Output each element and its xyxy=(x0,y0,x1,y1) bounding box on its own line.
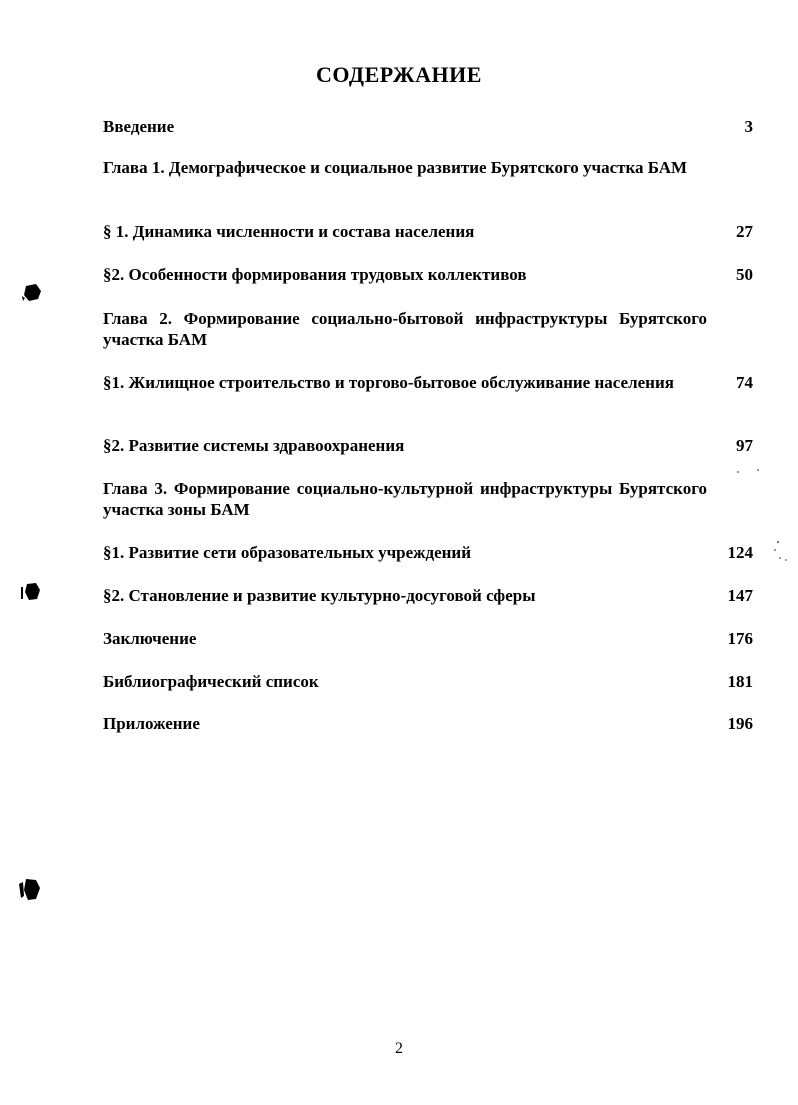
toc-entry-title: §2. Становление и развитие культурно-досуговой сферы xyxy=(103,586,536,605)
toc-entry-conclusion xyxy=(103,628,753,649)
scan-blot-mark xyxy=(18,580,42,604)
toc-entry-title: §2. Развитие системы здравоохранения xyxy=(103,436,405,455)
toc-entry-title: Глава 3. Формирование социально-культурной инфраструктуры Бурятского участка зоны БАМ xyxy=(103,479,707,519)
toc-entry-page: 3 xyxy=(744,117,753,136)
toc-entry-title: Глава 2. Формирование социально-бытовой инфраструктуры Бурятского участка БАМ xyxy=(103,309,707,349)
toc-entry-title: Введение xyxy=(103,117,175,136)
toc-entry-page: 74 xyxy=(736,373,753,392)
toc-entry-title: Приложение xyxy=(103,714,200,733)
scan-blot-mark xyxy=(16,876,42,904)
toc-entry-page: 124 xyxy=(727,543,753,562)
toc-entry-section-2-2 xyxy=(103,435,753,456)
toc-entry-title: §1. Развитие сети образовательных учреждений xyxy=(103,543,472,562)
toc-entry-page: 181 xyxy=(727,672,753,691)
toc-entry-chapter-1 xyxy=(103,157,753,178)
page-number: 2 xyxy=(395,1040,403,1057)
toc-entry-page: 27 xyxy=(736,222,753,241)
toc-entry-title: §1. Жилищное строительство и торгово-бытовое обслуживание населения xyxy=(103,373,674,392)
toc-entry-title: Глава 1. Демографическое и социальное развитие Бурятского участка БАМ xyxy=(103,158,688,177)
toc-entry-section-1-2 xyxy=(103,264,753,285)
toc-entry-page: 50 xyxy=(736,265,753,284)
scan-speck-mark xyxy=(772,538,792,564)
toc-entry-title: § 1. Динамика численности и состава населения xyxy=(103,222,475,241)
toc-entry-title: §2. Особенности формирования трудовых коллективов xyxy=(103,265,527,284)
toc-entry-section-3-2 xyxy=(103,585,753,606)
toc-entry-appendix xyxy=(103,713,753,734)
scan-speck-mark xyxy=(734,466,764,478)
toc-entry-title: Заключение xyxy=(103,629,197,648)
toc-entry-title: Библиографический список xyxy=(103,672,319,691)
toc-entry-page: 97 xyxy=(736,436,753,455)
toc-entry-section-3-1 xyxy=(103,542,753,563)
toc-entry-chapter-3 xyxy=(103,478,753,520)
toc-entry-section-1-1 xyxy=(103,221,753,242)
page-title: СОДЕРЖАНИЕ xyxy=(316,62,482,87)
toc-entry-page: 147 xyxy=(727,586,753,605)
toc-entry-section-2-1 xyxy=(103,372,753,393)
toc-entry-page: 176 xyxy=(727,629,753,648)
toc-entry-bibliography xyxy=(103,671,753,692)
toc-entry-chapter-2 xyxy=(103,308,753,350)
scan-blot-mark xyxy=(20,282,44,304)
toc-entry-introduction xyxy=(103,116,753,137)
toc-entry-page: 196 xyxy=(727,714,753,733)
